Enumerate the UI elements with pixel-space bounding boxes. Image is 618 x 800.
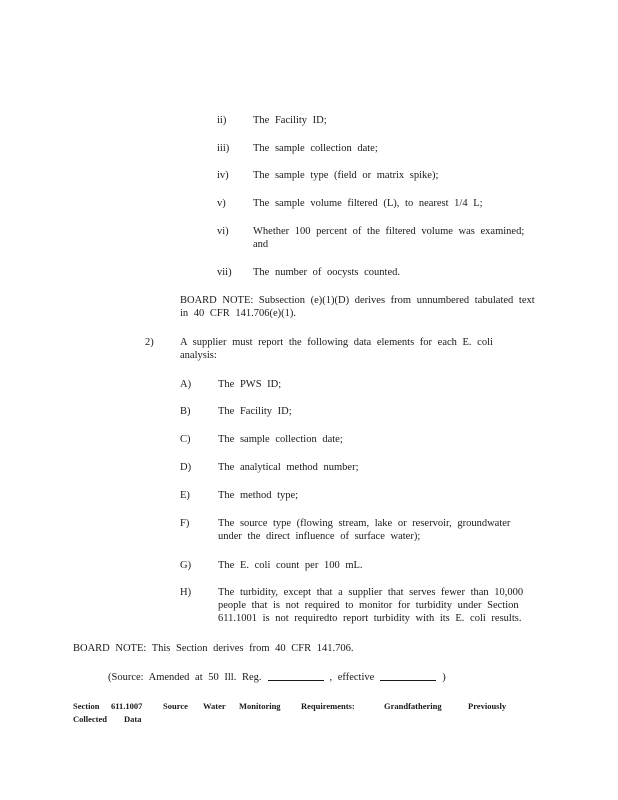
footer-word: Previously	[468, 701, 507, 711]
footer-word: Section	[73, 701, 100, 711]
list-label: iii)	[217, 143, 230, 154]
source-prefix: (Source: Amended at 50 Ill. Reg.	[108, 672, 262, 683]
list-item-text: The analytical method number;	[218, 462, 359, 473]
footer-word: Monitoring	[239, 701, 281, 711]
list-item-text: The Facility ID;	[253, 115, 327, 126]
list-label: ii)	[217, 115, 227, 126]
list-label: G)	[180, 560, 192, 571]
list-label: iv)	[217, 170, 229, 181]
list-item-text: The method type;	[218, 490, 299, 501]
list-item-text: The PWS ID;	[218, 379, 282, 390]
list-label: vi)	[217, 226, 229, 237]
list-item-text: The turbidity, except that a supplier that serves fewer than 10,000 people that is not required to monitor for turbidity under Section 611.1001 is not requiredto report turbidity with its E. coli results.	[218, 587, 524, 624]
list-label: E)	[180, 490, 190, 501]
source-suffix: )	[442, 672, 446, 683]
footer-word: Grandfathering	[384, 701, 442, 711]
source-line	[108, 670, 446, 684]
list-item-text: The sample collection date;	[218, 434, 343, 445]
list-label: vii)	[217, 267, 232, 278]
footer-word: Water	[203, 701, 226, 711]
list-label: B)	[180, 406, 191, 417]
footer-word: Data	[124, 714, 142, 724]
list-item-text: The number of oocysts counted.	[253, 267, 401, 278]
list-item-text: A supplier must report the following data elements for each E. coli analysis:	[180, 337, 493, 361]
list-label: v)	[217, 198, 226, 209]
list-item-text: The E. coli count per 100 mL.	[218, 560, 363, 571]
list-label: D)	[180, 462, 192, 473]
footer-word: Source	[163, 701, 188, 711]
list-item-text: The sample volume filtered (L), to nearest 1/4 L;	[253, 198, 483, 209]
list-label: H)	[180, 587, 192, 598]
board-note: BOARD NOTE: Subsection (e)(1)(D) derives from unnumbered tabulated text in 40 CFR 141.706(e)(1).	[180, 295, 535, 319]
list-label: F)	[180, 518, 190, 529]
footer-word: 611.1007	[111, 701, 143, 711]
list-item-text: The sample collection date;	[253, 143, 378, 154]
list-label: 2)	[145, 337, 154, 348]
blank-line	[380, 670, 436, 681]
source-middle: , effective	[329, 672, 375, 683]
footer-word: Requirements:	[301, 701, 355, 711]
list-item-text: The sample type (field or matrix spike);	[253, 170, 439, 181]
list-label: C)	[180, 434, 191, 445]
list-item-text: The source type (flowing stream, lake or reservoir, groundwater under the direct influence of surface water);	[218, 518, 511, 542]
board-note: BOARD NOTE: This Section derives from 40 CFR 141.706.	[73, 643, 354, 654]
list-item-text: Whether 100 percent of the filtered volume was examined; and	[253, 226, 525, 250]
blank-line	[268, 670, 324, 681]
list-item-text: The Facility ID;	[218, 406, 292, 417]
list-label: A)	[180, 379, 192, 390]
footer-word: Collected	[73, 714, 107, 724]
